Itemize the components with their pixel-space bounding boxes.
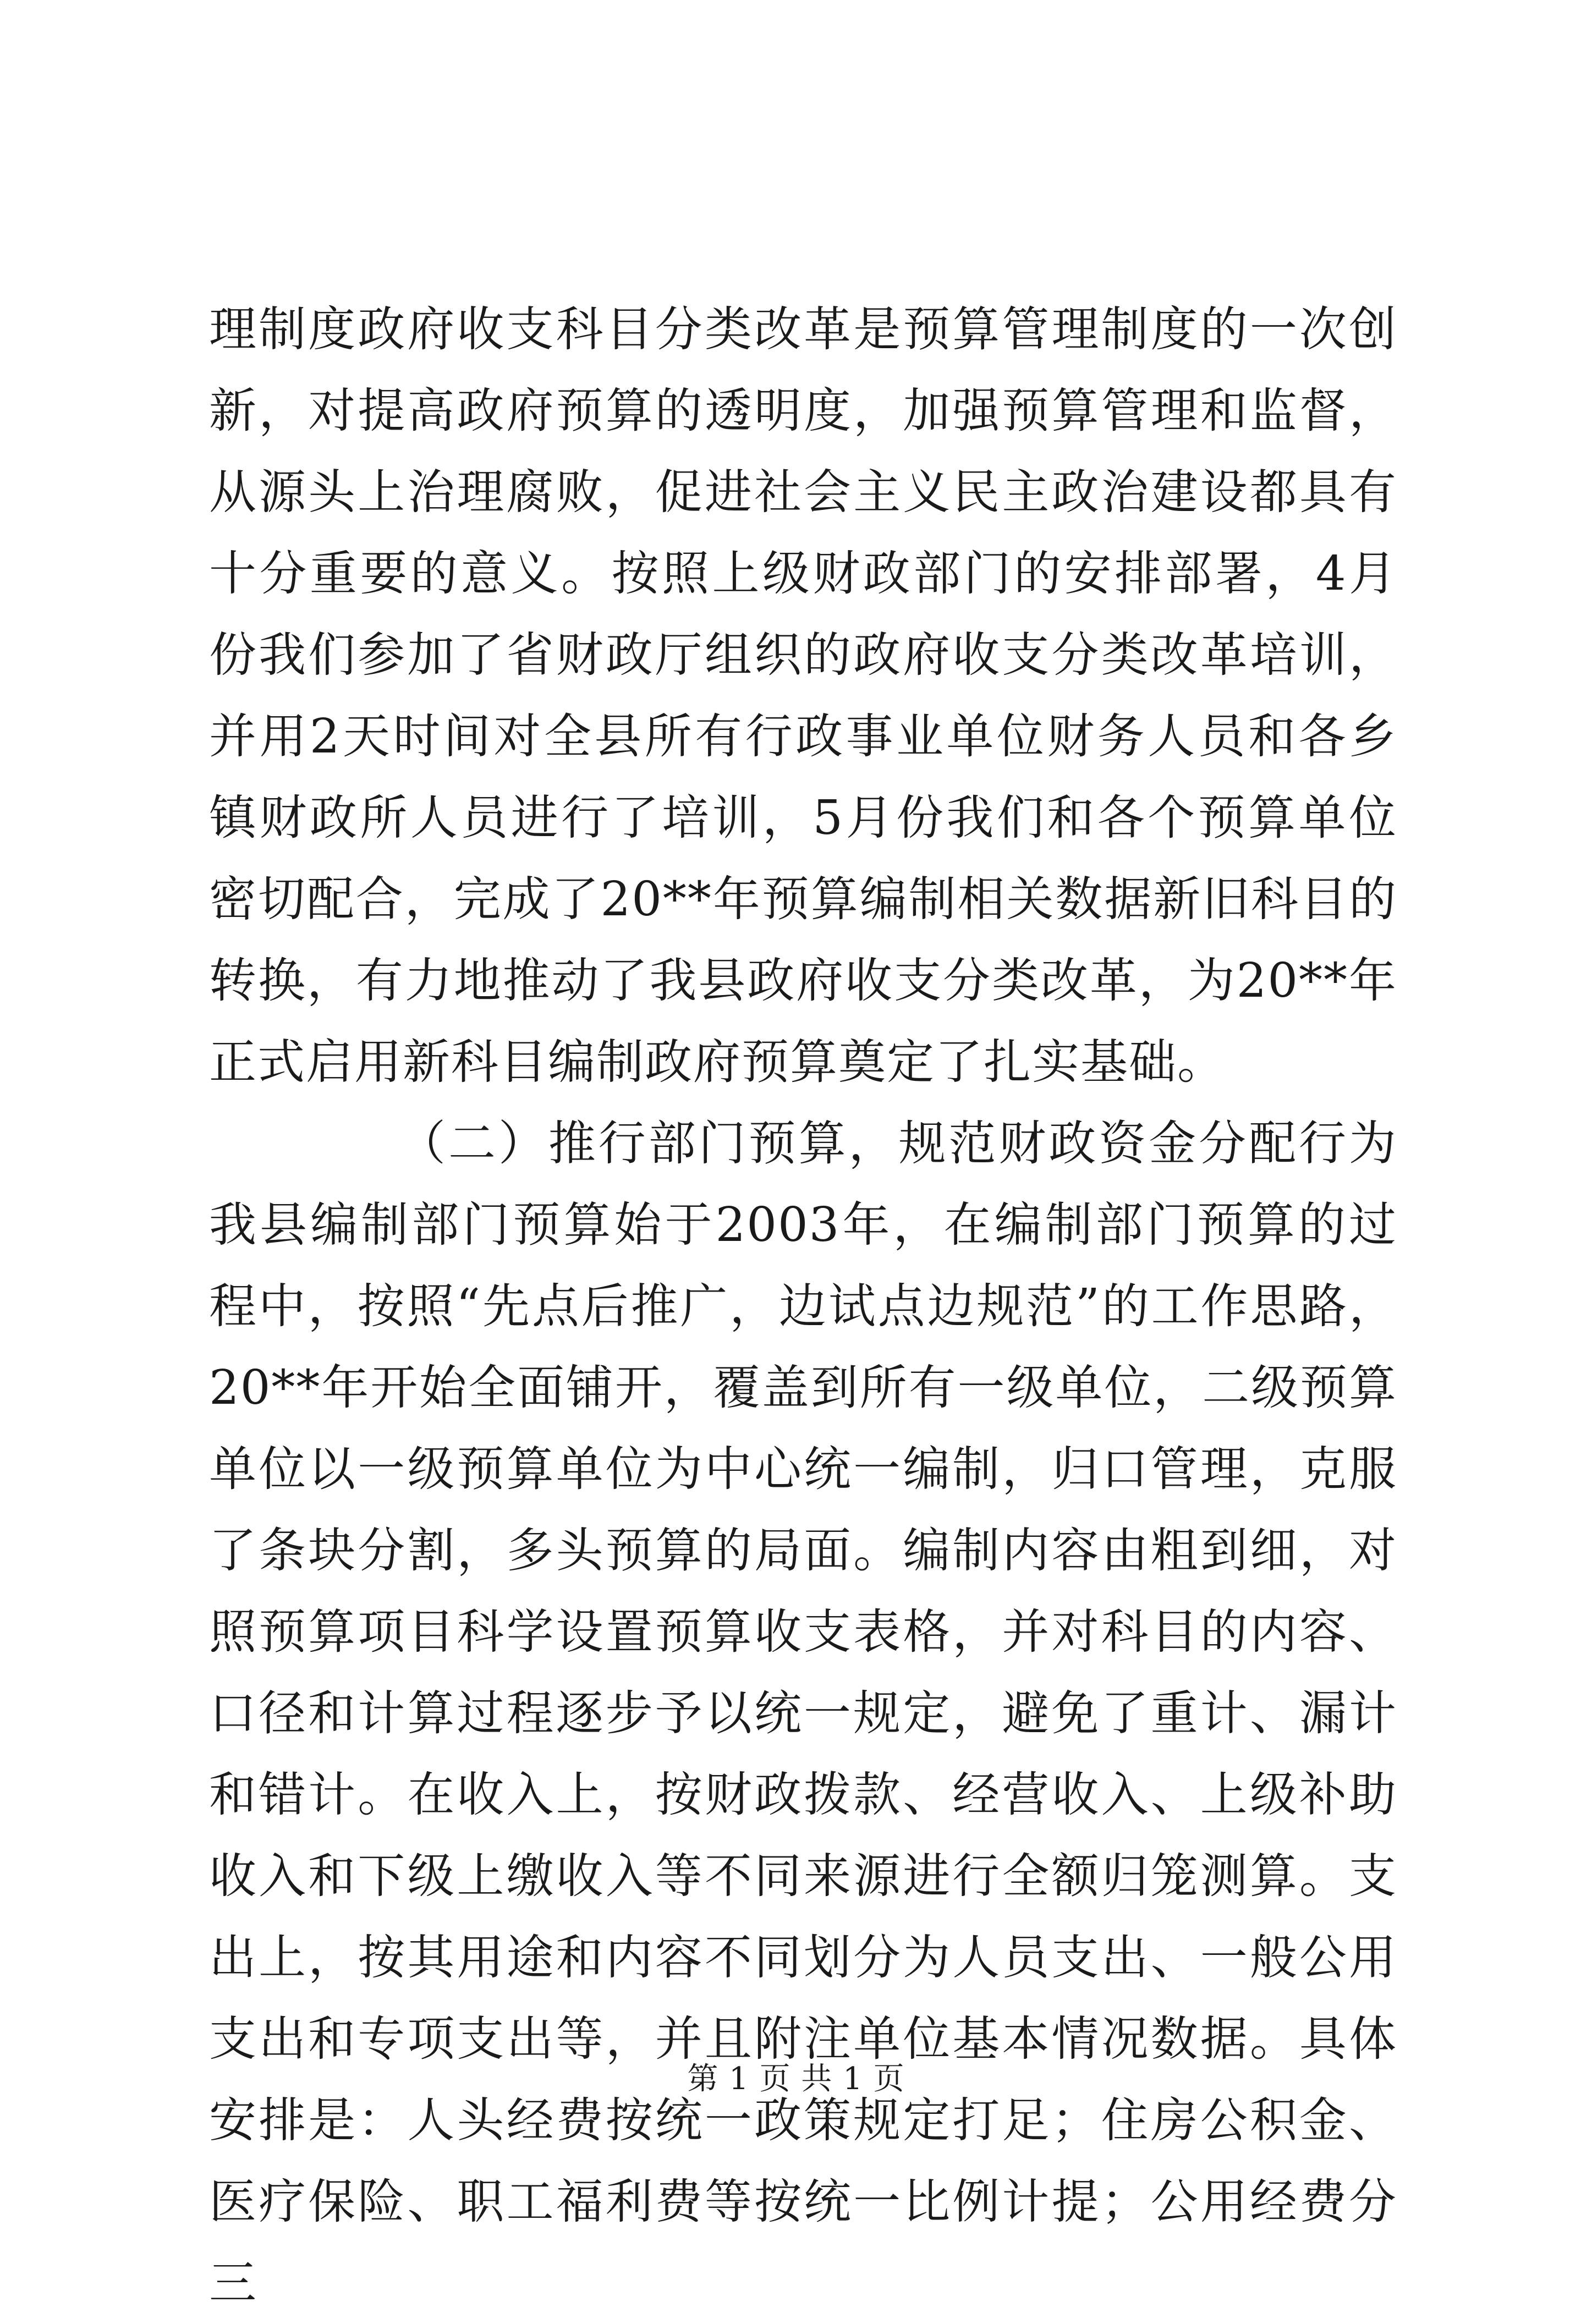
page-footer: 第 1 页 共 1 页 <box>687 2061 905 2097</box>
document-body <box>209 289 1397 2324</box>
paragraph-1: 理制度政府收支科目分类改革是预算管理制度的一次创新，对提高政府预算的透明度，加强预算管理和监督，从源头上治理腐败，促进社会主义民主政治建设都具有十分重要的意义。按照上级财政部门的安排部署，4月份我们参加了省财政厅组织的政府收支分类改革培训，并用2天时间对全县所有行政事业单位财务人员和各乡镇财政所人员进行了培训，5月份我们和各个预算单位密切配合，完成了20**年预算编制相关数据新旧科目的转换，有力地推动了我县政府收支分类改革，为20**年正式启用新科目编制政府预算奠定了扎实基础。 <box>209 302 1397 1090</box>
paragraph-2: （二）推行部门预算，规范财政资金分配行为我县编制部门预算始于2003年，在编制部门预算的过程中，按照“先点后推广，边试点边规范”的工作思路，20**年开始全面铺开，覆盖到所有一级单位，二级预算单位以一级预算单位为中心统一编制，归口管理，克服了条块分割，多头预算的局面。编制内容由粗到细，对照预算项目科学设置预算收支表格，并对科目的内容、口径和计算过程逐步予以统一规定，避免了重计、漏计和错计。在收入上，按财政拨款、经营收入、上级补助收入和下级上缴收入等不同来源进行全额归笼测算。支出上，按其用途和内容不同划分为人员支出、一般公用支出和专项支出等，并且附注单位基本情况数据。具体安排是：人头经费按统一政策规定打足；住房公积金、医疗保险、职工福利费等按统一比例计提；公用经费分三 <box>209 1116 1397 2311</box>
